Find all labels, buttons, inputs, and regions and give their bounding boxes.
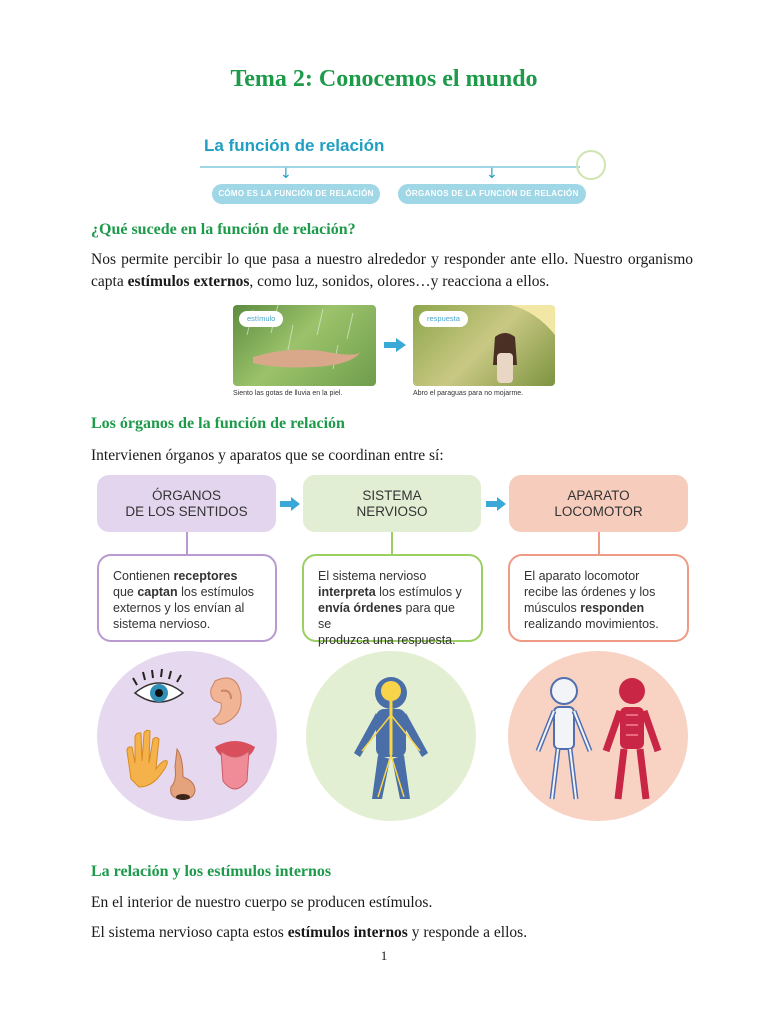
- desc-bold: receptores: [173, 569, 238, 583]
- arrow-right-icon: [384, 338, 406, 352]
- arrow-right-icon: [486, 497, 506, 511]
- desc-text: que: [113, 585, 138, 599]
- desc-organos-sentidos: [97, 554, 277, 642]
- banner-pill-organos: ÓRGANOS DE LA FUNCIÓN DE RELACIÓN: [398, 184, 586, 204]
- banner-title: La función de relación: [204, 136, 385, 155]
- paragraph-bold: estímulos externos: [127, 273, 250, 290]
- body-silhouette-icon: [354, 677, 428, 799]
- paragraph-interior-cuerpo: En el interior de nuestro cuerpo se producen estímulos.: [91, 894, 433, 911]
- desc-aparato-locomotor: [508, 554, 689, 642]
- topic-banner: [200, 128, 592, 210]
- ear-icon: [211, 678, 241, 724]
- paragraph-funcion-relacion: [91, 249, 693, 293]
- paragraph-text: Nos permite percibir lo que pasa a nuestro alrededor y responder ante ello. Nuestro organismo capta: [91, 251, 693, 290]
- photo-tag-estimulo: estímulo: [239, 311, 283, 327]
- skeleton-icon: [538, 678, 590, 799]
- box-aparato-locomotor: [509, 475, 688, 532]
- desc-sistema-nervioso: [302, 554, 483, 647]
- tongue-icon: [215, 741, 255, 789]
- box-title-line: NERVIOSO: [356, 503, 428, 519]
- box-title-line: DE LOS SENTIDOS: [125, 503, 248, 519]
- section-heading-organos: Los órganos de la función de relación: [91, 415, 345, 432]
- desc-text: Contienen: [113, 569, 174, 583]
- banner-circle: [576, 150, 606, 180]
- paragraph-sistema-nervioso: [91, 922, 693, 944]
- eye-icon: [133, 669, 183, 702]
- photo-girl-umbrella: [413, 305, 555, 386]
- connector-line: [186, 532, 188, 554]
- box-sistema-nervioso: [303, 475, 481, 532]
- box-title-line: LOCOMOTOR: [554, 503, 643, 519]
- desc-text: produzca una respuesta.: [318, 633, 456, 647]
- box-title-line: APARATO: [567, 487, 630, 503]
- desc-text: El sistema nervioso: [318, 569, 427, 583]
- paragraph-intervienen: Intervienen órganos y aparatos que se coordinan entre sí:: [91, 447, 444, 464]
- arrow-down-icon: ↓: [280, 166, 292, 182]
- banner-pill-como: CÓMO ES LA FUNCIÓN DE RELACIÓN: [212, 184, 380, 204]
- desc-text: recibe las órdenes y los: [524, 585, 656, 599]
- photo-caption-rain: Siento las gotas de lluvia en la piel.: [233, 390, 343, 397]
- muscles-icon: [606, 678, 658, 799]
- desc-text: los estímulos: [177, 585, 255, 599]
- desc-bold: responden: [580, 601, 645, 615]
- senses-illustration: [97, 651, 277, 821]
- paragraph-text: , como luz, sonidos, olores…y reacciona a ellos.: [249, 273, 550, 290]
- connector-line: [598, 532, 600, 554]
- nose-icon: [171, 749, 195, 800]
- desc-text: sistema nervioso.: [113, 617, 211, 631]
- arrow-down-icon: ↓: [486, 166, 498, 182]
- arrow-right-icon: [280, 497, 300, 511]
- photo-rain-hand: [233, 305, 376, 386]
- locomotor-illustration: [508, 651, 688, 821]
- banner-line: [200, 166, 580, 168]
- photo-caption-umbrella: Abro el paraguas para no mojarme.: [413, 390, 524, 397]
- paragraph-bold: estímulos internos: [287, 924, 408, 941]
- page-number: 1: [380, 948, 388, 963]
- paragraph-text: y responde a ellos.: [407, 924, 528, 941]
- box-title-line: ÓRGANOS: [151, 487, 221, 503]
- desc-text: realizando movimientos.: [524, 617, 659, 631]
- nervous-system-illustration: [306, 651, 476, 821]
- connector-line: [391, 532, 393, 554]
- paragraph-text: El sistema nervioso capta estos: [91, 924, 288, 941]
- page-title: Tema 2: Conocemos el mundo: [230, 66, 538, 92]
- desc-text: para que se: [318, 601, 455, 631]
- desc-bold: interpreta: [318, 585, 376, 599]
- photo-tag-respuesta: respuesta: [419, 311, 468, 327]
- desc-text: El aparato locomotor: [524, 569, 640, 583]
- hand-icon: [127, 730, 167, 787]
- section-heading-que-sucede: ¿Qué sucede en la función de relación?: [91, 221, 356, 238]
- section-heading-estimulos-internos: La relación y los estímulos internos: [91, 863, 332, 880]
- box-title-line: SISTEMA: [362, 487, 422, 503]
- desc-bold: envía órdenes: [318, 601, 403, 615]
- desc-text: músculos: [524, 601, 581, 615]
- desc-text: los estímulos y: [375, 585, 462, 599]
- desc-text: externos y los envían al: [113, 601, 245, 615]
- box-organos-sentidos: [97, 475, 276, 532]
- desc-bold: captan: [137, 585, 178, 599]
